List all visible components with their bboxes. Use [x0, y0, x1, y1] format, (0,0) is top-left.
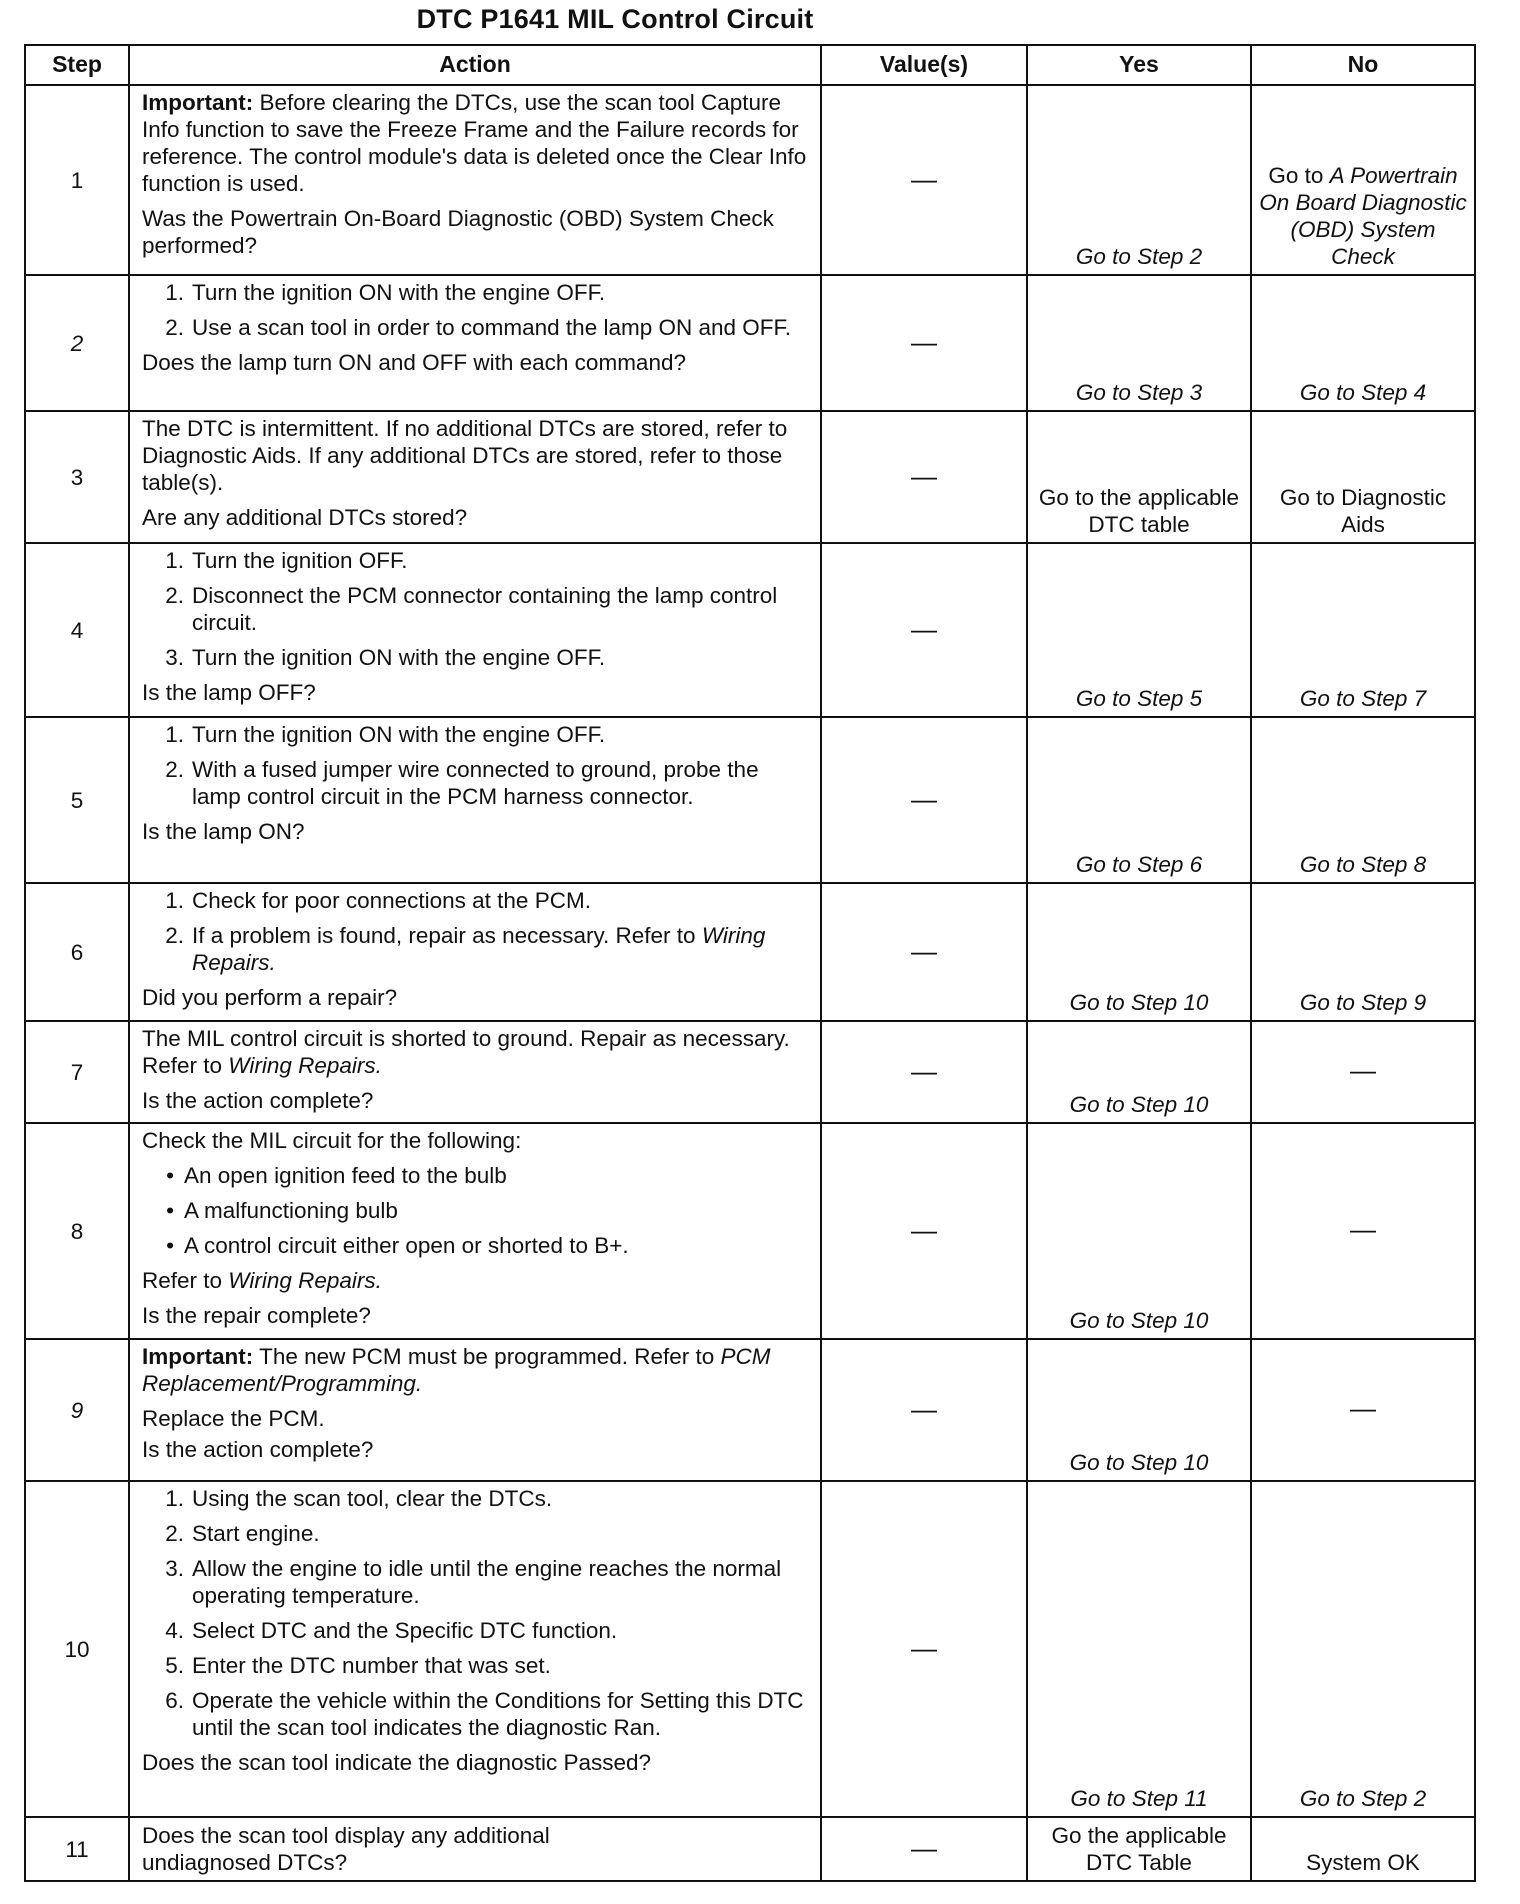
yes-cell: Go the applicable DTC Table [1027, 1817, 1251, 1881]
list-item: • A control circuit either open or shorted to B+. [166, 1233, 629, 1258]
action-question: Does the scan tool indicate the diagnostic Passed? [142, 1750, 652, 1775]
step-number: 4 [25, 543, 129, 717]
wiring-repairs-link: Wiring Repairs. [228, 1268, 382, 1293]
list-item: 1. Turn the ignition ON with the engine OFF. [165, 722, 606, 747]
dtc-table [24, 44, 1476, 1882]
important-label: Important: [142, 1344, 254, 1369]
step-number: 1 [25, 85, 129, 275]
action-question: Is the action complete? [142, 1437, 374, 1462]
no-cell: Go to Step 2 [1251, 1481, 1475, 1817]
yes-cell: Go to Step 3 [1027, 275, 1251, 411]
step-number: 5 [25, 717, 129, 883]
step-number: 3 [25, 411, 129, 543]
action-text: Replace the PCM. [142, 1406, 325, 1431]
pcm-programming-link: PCM Replacement/Programming. [142, 1344, 771, 1396]
step-number: 6 [25, 883, 129, 1021]
header-step: Step [25, 45, 129, 85]
action-cell [129, 883, 821, 1021]
yes-cell: Go to Step 2 [1027, 85, 1251, 275]
no-cell: — [1251, 1123, 1475, 1339]
table-row [25, 717, 1475, 883]
action-question: Is the action complete? [142, 1088, 374, 1113]
list-item: 3. Turn the ignition ON with the engine OFF. [165, 645, 606, 670]
action-question: Does the scan tool display any additional undiagnosed DTCs? [142, 1823, 550, 1875]
value-cell: — [821, 717, 1027, 883]
wiring-repairs-link: Wiring Repairs. [192, 923, 766, 975]
no-cell: — [1251, 1021, 1475, 1123]
action-bullets [142, 1162, 810, 1259]
step-number: 9 [25, 1339, 129, 1481]
no-cell: Go to Diagnostic Aids [1251, 411, 1475, 543]
important-note [142, 89, 810, 197]
header-action: Action [129, 45, 821, 85]
action-cell [129, 1339, 821, 1481]
action-cell [129, 85, 821, 275]
value-cell: — [821, 1339, 1027, 1481]
step-number: 8 [25, 1123, 129, 1339]
step-number: 7 [25, 1021, 129, 1123]
action-question: Is the lamp ON? [142, 819, 305, 844]
yes-cell: Go to Step 10 [1027, 1339, 1251, 1481]
table-row [25, 85, 1475, 275]
list-item: 1. Turn the ignition ON with the engine OFF. [165, 280, 606, 305]
no-italic-link: A Powertrain On Board Diagnostic (OBD) System Check [1259, 163, 1467, 269]
yes-cell: Go to the applicable DTC table [1027, 411, 1251, 543]
no-cell: — [1251, 1339, 1475, 1481]
table-row [25, 1339, 1475, 1481]
list-item: 2. Start engine. [165, 1521, 320, 1546]
table-row [25, 543, 1475, 717]
action-question: Is the lamp OFF? [142, 680, 316, 705]
table-row [25, 883, 1475, 1021]
step-number: 10 [25, 1481, 129, 1817]
yes-cell: Go to Step 10 [1027, 1123, 1251, 1339]
no-cell: Go to Step 4 [1251, 275, 1475, 411]
action-text: Check the MIL circuit for the following: [142, 1128, 522, 1153]
action-steps [142, 279, 810, 341]
header-yes: Yes [1027, 45, 1251, 85]
no-cell: Go to Step 8 [1251, 717, 1475, 883]
table-row [25, 1481, 1475, 1817]
refer-text: Refer to Wiring Repairs. [142, 1268, 382, 1293]
action-question: Is the repair complete? [142, 1303, 371, 1328]
table-row [25, 275, 1475, 411]
header-no: No [1251, 45, 1475, 85]
step-number: 11 [25, 1817, 129, 1881]
action-question: Are any additional DTCs stored? [142, 505, 468, 530]
action-question: Does the lamp turn ON and OFF with each command? [142, 350, 686, 375]
list-item: • An open ignition feed to the bulb [166, 1163, 507, 1188]
important-note: Important: The new PCM must be programmed. Refer to PCM Replacement/Programming. [142, 1344, 771, 1396]
table-row [25, 1123, 1475, 1339]
list-item: 4. Select DTC and the Specific DTC function. [165, 1618, 618, 1643]
value-cell: — [821, 275, 1027, 411]
action-text: The DTC is intermittent. If no additional DTCs are stored, refer to Diagnostic Aids. If any additional DTCs are stored, refer to those table(s). [142, 416, 788, 495]
action-question: Did you perform a repair? [142, 985, 398, 1010]
value-cell: — [821, 1021, 1027, 1123]
value-cell: — [821, 543, 1027, 717]
table-row [25, 1021, 1475, 1123]
no-prefix: Go to [1268, 163, 1330, 188]
yes-cell: Go to Step 10 [1027, 1021, 1251, 1123]
action-cell [129, 1817, 821, 1881]
action-cell [129, 275, 821, 411]
page-title: DTC P1641 MIL Control Circuit [416, 4, 814, 34]
list-item: 5. Enter the DTC number that was set. [165, 1653, 551, 1678]
yes-cell: Go to Step 11 [1027, 1481, 1251, 1817]
action-steps [142, 1485, 810, 1741]
list-item: 2. If a problem is found, repair as necessary. Refer to Wiring Repairs. [165, 923, 766, 975]
no-cell: Go to Step 7 [1251, 543, 1475, 717]
table-header-row [25, 45, 1475, 85]
no-cell: Go to Step 9 [1251, 883, 1475, 1021]
important-label: Important: [142, 90, 254, 115]
value-cell: — [821, 1817, 1027, 1881]
action-cell [129, 1481, 821, 1817]
action-steps [142, 721, 810, 810]
step-number: 2 [25, 275, 129, 411]
list-item: 1. Turn the ignition OFF. [165, 548, 408, 573]
table-row [25, 1817, 1475, 1881]
list-item: • A malfunctioning bulb [166, 1198, 398, 1223]
value-cell: — [821, 411, 1027, 543]
no-cell [1251, 85, 1475, 275]
action-cell [129, 1021, 821, 1123]
list-item: 2. Use a scan tool in order to command the lamp ON and OFF. [165, 315, 792, 340]
action-steps [142, 887, 810, 976]
yes-cell: Go to Step 5 [1027, 543, 1251, 717]
action-cell [129, 717, 821, 883]
action-cell [129, 411, 821, 543]
action-steps [142, 547, 810, 671]
action-question: Was the Powertrain On-Board Diagnostic (OBD) System Check performed? [142, 206, 774, 258]
list-item: 6. Operate the vehicle within the Conditions for Setting this DTC until the scan tool indicates the diagnostic Ran. [165, 1688, 804, 1740]
list-item: 1. Check for poor connections at the PCM. [165, 888, 591, 913]
yes-cell: Go to Step 10 [1027, 883, 1251, 1021]
table-row [25, 411, 1475, 543]
list-item: 1. Using the scan tool, clear the DTCs. [165, 1486, 553, 1511]
important-text: Before clearing the DTCs, use the scan tool Capture Info function to save the Freeze Frame and the Failure records for reference. The control module's data is deleted once the Clear Info function is used. [142, 90, 807, 196]
list-item: 2. Disconnect the PCM connector containing the lamp control circuit. [165, 583, 778, 635]
value-cell: — [821, 1123, 1027, 1339]
value-cell: — [821, 1481, 1027, 1817]
header-values: Value(s) [821, 45, 1027, 85]
action-cell [129, 1123, 821, 1339]
action-text: The MIL control circuit is shorted to ground. Repair as necessary. Refer to Wiring Repairs. [142, 1026, 790, 1078]
value-cell: — [821, 883, 1027, 1021]
yes-cell: Go to Step 6 [1027, 717, 1251, 883]
value-cell: — [821, 85, 1027, 275]
list-item: 2. With a fused jumper wire connected to ground, probe the lamp control circuit in the PCM harness connector. [165, 757, 759, 809]
action-cell [129, 543, 821, 717]
no-cell: System OK [1251, 1817, 1475, 1881]
list-item: 3. Allow the engine to idle until the engine reaches the normal operating temperature. [165, 1556, 782, 1608]
wiring-repairs-link: Wiring Repairs. [228, 1053, 382, 1078]
